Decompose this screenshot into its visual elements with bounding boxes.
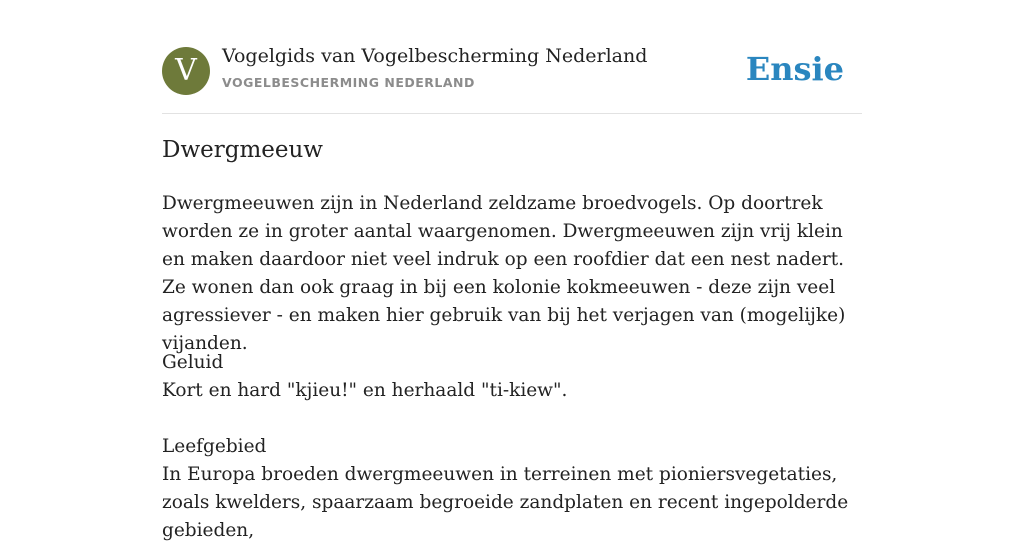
habitat-heading: Leefgebied xyxy=(162,436,267,457)
sound-text: Kort en hard "kjieu!" en herhaald "ti-kiew". xyxy=(162,380,568,401)
content-container xyxy=(162,0,862,541)
source-title[interactable]: Vogelgids van Vogelbescherming Nederland xyxy=(222,45,648,67)
article-intro: Dwergmeeuwen zijn in Nederland zeldzame broedvogels. Op doortrek worden ze in groter aantal waargenomen. Dwergmeeuwen zijn vrij klein en maken daardoor niet veel indruk op een roofdier dat een nest nadert. Ze wonen dan ook graag in bij een kolonie kokmeeuwen - deze zijn veel agressiever - en maken hier gebruik van bij het verjagen van (mogelijke) vijanden. xyxy=(162,193,846,354)
article-sections xyxy=(162,349,862,545)
sound-heading: Geluid xyxy=(162,352,224,373)
source-subtitle[interactable]: VOGELBESCHERMING NEDERLAND xyxy=(222,75,475,90)
source-avatar[interactable]: V xyxy=(162,47,210,95)
article-title: Dwergmeeuw xyxy=(162,137,323,163)
habitat-text: In Europa broeden dwergmeeuwen in terreinen met pioniersvegetaties, zoals kwelders, spaarzaam begroeide zandplaten en recent ingepolderde gebieden, xyxy=(162,464,849,541)
source-header xyxy=(162,0,862,114)
section-spacer xyxy=(162,405,862,433)
ensie-logo-link[interactable]: Ensie xyxy=(745,50,844,88)
